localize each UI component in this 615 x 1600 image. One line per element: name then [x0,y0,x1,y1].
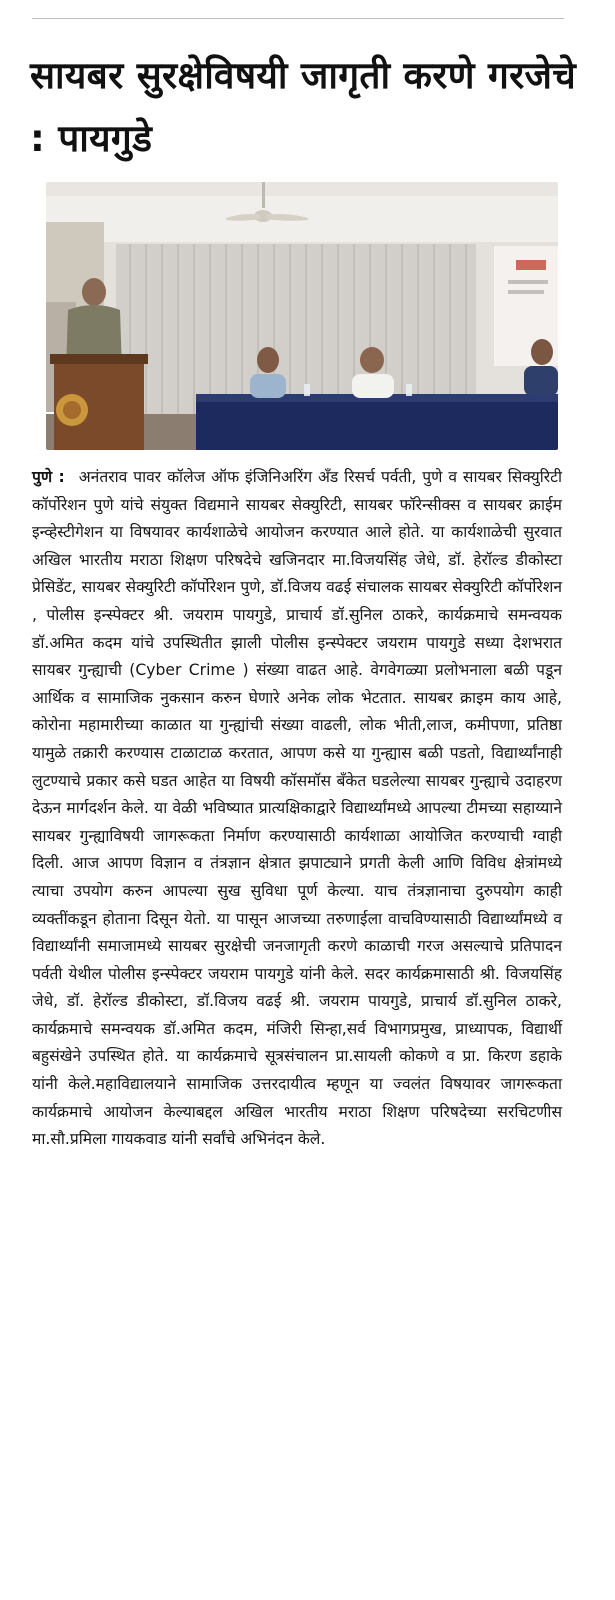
head-table [196,400,558,450]
podium [50,354,148,450]
headline: सायबर सुरक्षेविषयी जागृती करणे गरजेचे : पायगुडे [30,54,577,160]
top-divider [32,18,564,19]
dateline: पुणे : [32,468,65,486]
article-body [32,464,562,1154]
curtains [116,244,476,414]
article-text: अनंतराव पावर कॉलेज ऑफ इंजिनिअरिंग अँड रिसर्च पर्वती, पुणे व सायबर सिक्युरिटी कॉर्पोरेशन पुणे यांचे संयुक्त विद्यमाने सायबर सेक्युरिटी, सायबर फॉरेन्सीक्स व सायबर क्राईम इन्व्हेस्टीगेशन या विषयावर कार्यशाळेचे आयोजन करण्यात आले होते. या कार्यशाळेची सुरवात अखिल भारतीय मराठा शिक्षण परिषदेचे खजिनदार मा.विजयसिंह जेधे, डॉ. हेरॉल्ड डीकोस्टा प्रेसिडेंट, सायबर सेक्युरिटी कॉर्पोरेशन पुणे, डॉ.विजय वढई संचालक सायबर सेक्युरिटी कॉर्पोरेशन , पोलीस इन्स्पेक्टर श्री. जयराम पायगुडे, प्राचार्य डॉ.सुनिल ठाकरे, कार्यक्रमाचे समन्वयक डॉ.अमित कदम यांचे उपस्थितीत झाली पोलीस इन्स्पेक्टर जयराम पायगुडे सध्या देशभरात सायबर गुन्ह्याची (Cyber Crime ) संख्या वाढत आहे. वेगवेगळ्या प्रलोभनाला बळी पडून आर्थिक व सामाजिक नुकसान करुन घेणारे अनेक लोक भेटतात. सायबर क्राइम काय आहे, कोरोना महामारीच्या काळात या गुन्ह्यांची संख्या वाढली, लोक भीती,लाज, कमीपणा, प्रतिष्ठा यामुळे तक्रारी करण्यास टाळाटाळ करतात, आपण कसे या गुन्ह्यास बळी पडतो, विद्यार्थ्यांनाही लुटण्याचे प्रकार कसे घडत आहेत या विषयी कॉसमॉस बँकेत घडलेल्या सायबर गुन्ह्याचे उदाहरण देऊन मार्गदर्शन केले. या वेळी भविष्यात प्रात्यक्षिकाद्वारे विद्यार्थ्यांमध्ये आपल्या टीमच्या सहाय्याने सायबर गुन्ह्याविषयी जागरूकता निर्माण करण्यासाठी कार्यशाळा आयोजित करण्याची ग्वाही दिली. आज आपण विज्ञान व तंत्रज्ञान क्षेत्रात झपाट्याने प्रगती केली आणि विविध क्षेत्रांमध्ये त्याचा उपयोग करुन आपल्या सुख सुविधा पूर्ण केल्या. याच तंत्रज्ञानाचा दुरुपयोग काही व्यक्तींकडून होताना दिसून येतो. या पासून आजच्या तरुणाईला वाचविण्यासाठी विद्यार्थ्यांमध्ये व विद्यार्थ्यांनी समाजामध्ये सायबर सुरक्षेची जनजागृती करणे काळाची गरज असल्याचे प्रतिपादन पर्वती येथील पोलीस इन्स्पेक्टर जयराम पायगुडे यांनी केले. सदर कार्यक्रमासाठी श्री. विजयसिंह जेधे, डॉ. हेरॉल्ड डीकोस्टा, डॉ.विजय वढई श्री. जयराम पायगुडे, प्राचार्य डॉ.सुनिल ठाकरे, कार्यक्रमाचे समन्वयक डॉ.अमित कदम, मंजिरी सिन्हा,सर्व विभागप्रमुख, प्राध्यापक, विद्यार्थी बहुसंखेने उपस्थित होते. या कार्यक्रमाचे सूत्रसंचालन प्रा.सायली कोकणे व प्रा. किरण डहाके यांनी केले.महाविद्यालयाने सामाजिक उत्तरदायीत्व म्हणून या ज्वलंत विषयावर जागरूकता कार्यक्रमाचे आयोजन केल्याबद्दल अखिल भारतीय मराठा शिक्षण परिषदेच्या सरचिटणीस मा.सौ.प्रमिला गायकवाड यांनी सर्वांचे अभिनंदन केले. [32,468,563,1149]
event-photo [46,182,558,450]
